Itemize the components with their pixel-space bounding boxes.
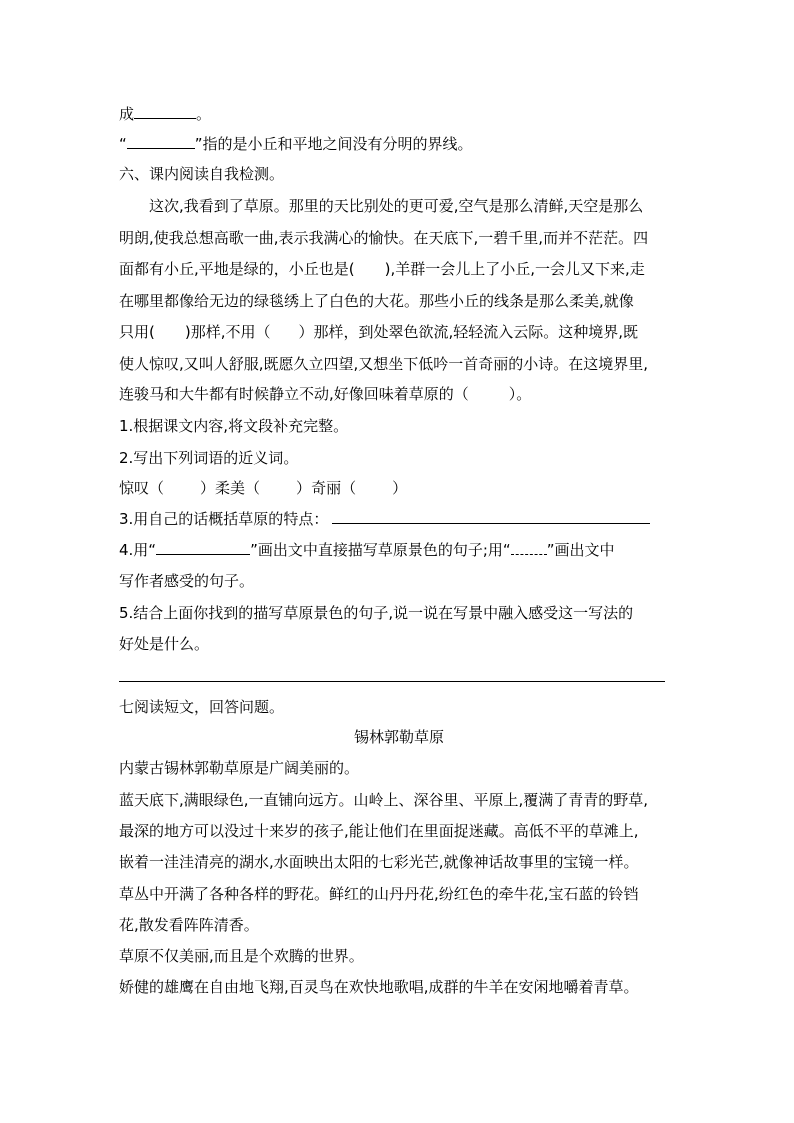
answer-blank[interactable] <box>127 134 195 149</box>
line-text: 3.用自己的话概括草原的特点： <box>119 510 329 528</box>
line-text: ） <box>200 479 216 497</box>
question-3 <box>119 509 679 529</box>
line-text: ） <box>392 479 408 497</box>
article-line: 草丛中开满了各种各样的野花。鲜红的山丹丹花,纷红色的牵牛花,宝石蓝的铃铛 <box>119 885 639 903</box>
line-text: 。 <box>196 105 212 123</box>
line-text: ） <box>296 479 312 497</box>
question-2: 2.写出下列词语的近义词。 <box>119 449 299 467</box>
answer-blank[interactable] <box>134 104 196 119</box>
question-4 <box>119 540 679 560</box>
line-text: ）。 <box>508 385 532 403</box>
question-2-words <box>119 478 679 498</box>
article-line: 最深的地方可以没过十来岁的孩子,能让他们在里面捉迷藏。高低不平的草滩上, <box>119 822 639 840</box>
article-paragraph: 内蒙古锡林郭勒草原是广阔美丽的。 <box>119 759 360 777</box>
article-title: 锡林郭勒草原 <box>353 728 444 746</box>
article-paragraph: 草原不仅美丽,而且是个欢腾的世界。 <box>119 947 364 965</box>
line-text: ”画出文中直接描写草原景色的句子;用“ <box>250 541 511 559</box>
answer-line[interactable] <box>332 509 650 524</box>
passage-line: 使人惊叹,又叫人舒服,既愿久立四望,又想坐下低吟一首奇丽的小诗。在这境界里, <box>119 355 649 373</box>
line-text: ”指的是小丘和平地之间没有分明的界线。 <box>194 135 473 153</box>
line-text: 4.用“ <box>119 541 157 559</box>
question-5-cont: 好处是什么。 <box>119 635 210 653</box>
article-line: 嵌着一洼洼清亮的湖水,水面映出太阳的七彩光芒,就像神话故事里的宝镜一样。 <box>119 853 639 871</box>
line-text: 奇丽（ <box>311 479 357 497</box>
passage-line: 在哪里都像给无边的绿毯绣上了白色的大花。那些小丘的线条是那么柔美,就像 <box>119 292 634 310</box>
line-text: “ <box>119 135 127 153</box>
line-text: ）那样，到处翠色欲流,轻轻流入云际。这种境界,既 <box>298 323 639 341</box>
line-text: 连骏马和大牛都有时候静立不动,好像回味着草原的（ <box>119 385 469 403</box>
line-text: 面都有小丘,平地是绿的，小丘也是( <box>119 260 355 278</box>
line-text: 成 <box>119 105 135 123</box>
passage-line <box>119 322 679 342</box>
line-text: 柔美（ <box>215 479 261 497</box>
article-line: 花,散发看阵阵清香。 <box>119 916 259 934</box>
fill-blank-line-1 <box>119 104 679 124</box>
passage-line <box>119 259 679 279</box>
passage-line: 明朗,使我总想高歌一曲,表示我满心的愉快。在天底下,一碧千里,而并不茫茫。四 <box>119 229 649 247</box>
answer-blank <box>511 540 547 555</box>
question-4-cont: 写作者感受的句子。 <box>119 572 255 590</box>
line-text: )那样,不用（ <box>184 323 271 341</box>
question-1: 1.根据课文内容,将文段补充完整。 <box>119 417 349 435</box>
question-5: 5.结合上面你找到的描写草原景色的句子,说一说在写景中融入感受这一写法的 <box>119 604 634 622</box>
line-text: ),羊群一会儿上了小丘,一会儿又下来,走 <box>384 260 645 278</box>
line-text: 只用( <box>119 323 155 341</box>
answer-line[interactable] <box>119 681 665 682</box>
article-line: 蓝天底下,满眼绿色,一直铺向远方。山岭上、深谷里、平原上,覆满了青青的野草, <box>119 791 649 809</box>
line-text: 惊叹（ <box>119 479 165 497</box>
section-6-title: 六、课内阅读自我检测。 <box>119 165 285 183</box>
line-text: ”画出文中 <box>546 541 615 559</box>
fill-blank-line-2 <box>119 134 679 154</box>
answer-blank <box>156 540 250 555</box>
section-7-title: 七阅读短文，回答问题。 <box>119 698 285 716</box>
article-paragraph: 娇健的雄鹰在自由地飞翔,百灵鸟在欢快地歌唱,成群的牛羊在安闲地嚼着青草。 <box>119 978 639 996</box>
passage-line <box>119 384 679 404</box>
passage-line: 这次,我看到了草原。那里的天比别处的更可爱,空气是那么清鲜,天空是那么 <box>149 197 644 215</box>
